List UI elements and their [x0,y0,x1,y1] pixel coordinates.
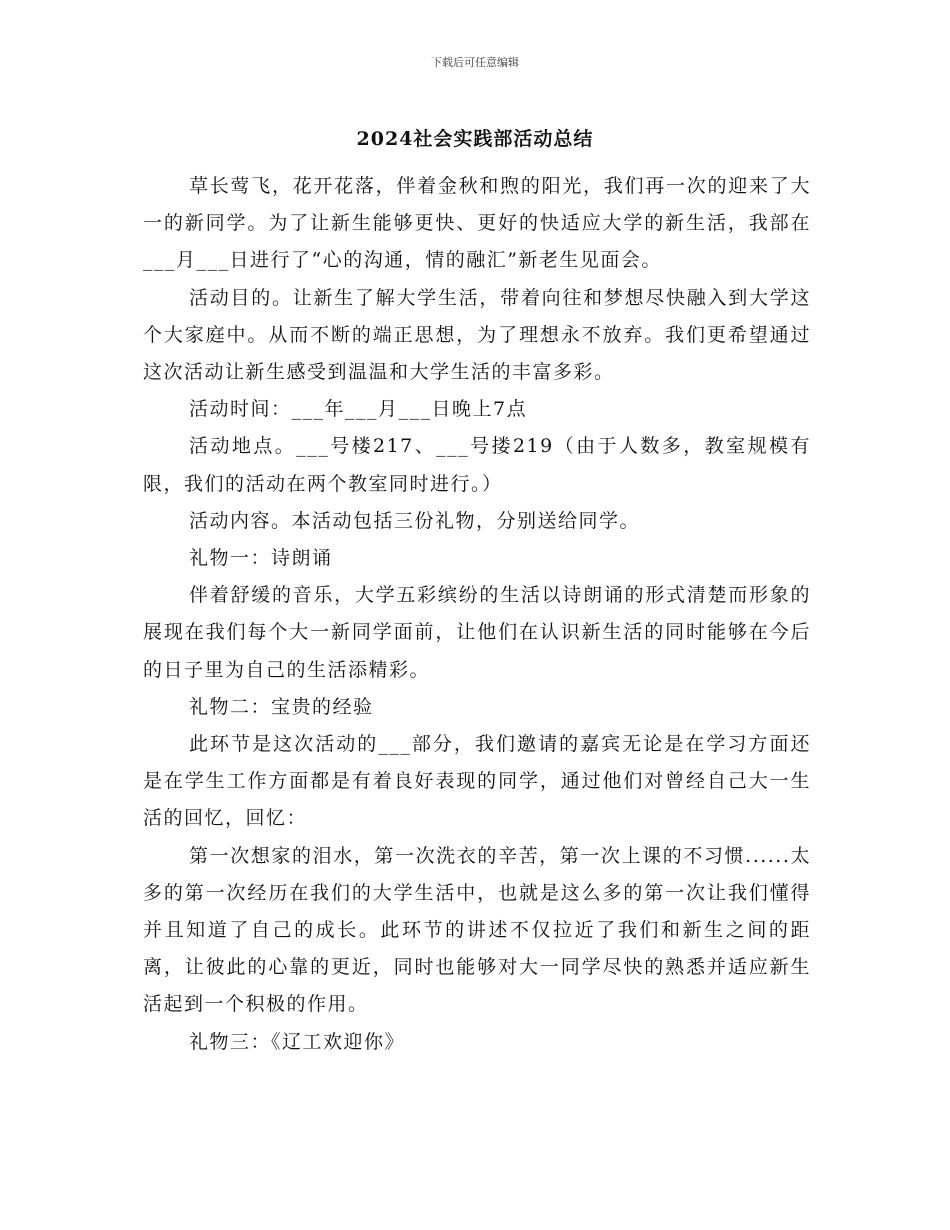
paragraph-gift-two: 此环节是这次活动的___部分，我们邀请的嘉宾无论是在学习方面还是在学生工作方面都是有着良好表现的同学，通过他们对曾经自己大一生活的回忆，回忆： [143,733,811,830]
document-title: 2024社会实践部活动总结 [356,128,594,150]
header-note: 下载后可任意编辑 [431,56,519,69]
paragraph-intro: 草长莺飞，花开花落，伴着金秋和煦的阳光，我们再一次的迎来了大一的新同学。为了让新生能够更快、更好的快适应大学的新生活，我部在___月___日进行了“心的沟通，情的融汇”新老生见面会。 [143,175,811,272]
paragraph-first-times: 第一次想家的泪水，第一次洗衣的辛苦，第一次上课的不习惯......太多的第一次经历在我们的大学生活中，也就是这么多的第一次让我们懂得并且知道了自己的成长。此环节的讲述不仅拉近了我们和新生之间的距离，让彼此的心靠的更近，同时也能够对大一同学尽快的熟悉并适应新生活起到一个积极的作用。 [143,844,811,1016]
paragraph-content: 活动内容。本活动包括三份礼物，分别送给同学。 [189,509,641,532]
paragraph-time: 活动时间：___年___月___日晚上7点 [189,398,528,421]
section-heading-gift-three: 礼物三：《辽工欢迎你》 [189,1030,406,1053]
section-heading-gift-two: 礼物二：宝贵的经验 [189,695,374,718]
paragraph-gift-one: 伴着舒缓的音乐，大学五彩缤纷的生活以诗朗诵的形式清楚而形象的展现在我们每个大一新同学面前，让他们在认识新生活的同时能够在今后的日子里为自己的生活添精彩。 [143,584,811,681]
paragraph-purpose: 活动目的。让新生了解大学生活，带着向往和梦想尽快融入到大学这个大家庭中。从而不断的端正思想，为了理想永不放弃。我们更希望通过这次活动让新生感受到温温和大学生活的丰富多彩。 [143,286,811,384]
paragraph-location: 活动地点。___号楼217、___号搂219（由于人数多，教室规模有限，我们的活动在两个教室同时进行。） [143,435,811,495]
document-body [143,168,811,1061]
section-heading-gift-one: 礼物一：诗朗诵 [189,547,333,570]
